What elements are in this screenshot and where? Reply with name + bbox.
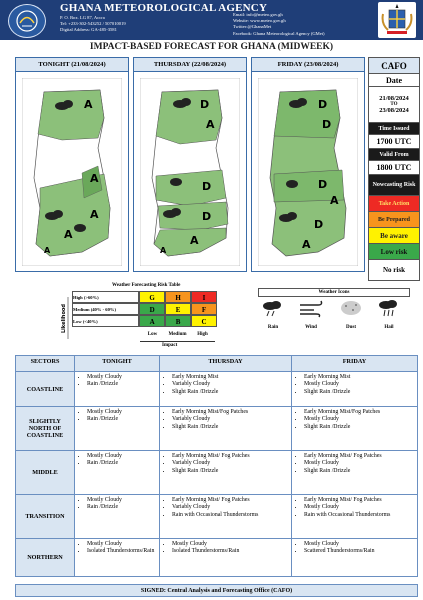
ghana-map-tonight bbox=[22, 78, 122, 266]
impact-axis bbox=[140, 341, 215, 351]
impact-columns bbox=[72, 329, 217, 341]
date-label: Date bbox=[369, 74, 419, 87]
forecast-item: • Early Morning Mist/ Fog Patches bbox=[172, 497, 288, 504]
risk-letter: D bbox=[202, 210, 212, 223]
forecast-item: • Rain /Drizzle bbox=[87, 460, 156, 467]
risk-take-action: Take Action bbox=[369, 196, 419, 212]
date-range bbox=[369, 87, 419, 123]
forecast-item: • Rain with Occasional Thunderstorms bbox=[172, 512, 288, 519]
risk-row-medium bbox=[72, 303, 217, 315]
cell-tonight bbox=[75, 451, 160, 495]
sector-name: MIDDLE bbox=[16, 451, 75, 495]
risk-letter: A bbox=[64, 228, 73, 241]
forecast-item: • Rain /Drizzle bbox=[87, 381, 156, 388]
risk-cell: C bbox=[191, 315, 217, 327]
table-header: TONIGHT bbox=[75, 356, 160, 372]
sectors-table bbox=[15, 355, 418, 577]
likelihood-label: Likelihood bbox=[61, 304, 67, 333]
icon-label: Rain bbox=[267, 325, 279, 330]
risk-low: Low risk bbox=[369, 244, 419, 260]
forecast-item: • Mostly Cloudy bbox=[87, 453, 156, 460]
icon-label: Dust bbox=[345, 325, 356, 330]
cell-tonight bbox=[75, 372, 160, 407]
risk-row-high bbox=[72, 291, 217, 303]
risk-letter: D bbox=[318, 98, 328, 111]
forecast-item: • Mostly Cloudy bbox=[87, 497, 156, 504]
risk-letter: D bbox=[318, 178, 328, 191]
risk-cell: H bbox=[165, 291, 191, 303]
risk-letter: D bbox=[314, 218, 324, 231]
forecast-item: • Rain with Occasional Thunderstorms bbox=[304, 512, 414, 519]
forecast-item: • Slight Rain /Drizzle bbox=[304, 389, 414, 396]
risk-letter: A bbox=[44, 246, 51, 255]
table-row bbox=[16, 495, 418, 539]
time-issued-label: Time Issued bbox=[369, 123, 419, 135]
icon-label: Wind bbox=[305, 325, 317, 330]
agency-contact bbox=[233, 12, 325, 37]
wind-icon bbox=[296, 298, 326, 330]
risk-be-aware: Be aware bbox=[369, 228, 419, 244]
impact-col-label: Low bbox=[147, 332, 158, 337]
forecast-item: • Mostly Cloudy bbox=[304, 541, 414, 548]
table-header-row bbox=[16, 356, 418, 372]
forecast-item: • Variably Cloudy bbox=[172, 416, 288, 423]
forecast-item: • Early Morning Mist bbox=[304, 374, 414, 381]
risk-letter: A bbox=[190, 234, 199, 247]
hail-icon bbox=[374, 298, 404, 330]
panel-label: THURSDAY (22/08/2024) bbox=[134, 58, 246, 72]
table-header: SECTORS bbox=[16, 356, 75, 372]
risk-letter: D bbox=[200, 98, 210, 111]
sector-name: NORTHERN bbox=[16, 539, 75, 577]
sector-name: SLIGHTLY NORTH OF COASTLINE bbox=[16, 407, 75, 451]
cell-thursday bbox=[160, 451, 292, 495]
forecast-item: • Mostly Cloudy bbox=[87, 409, 156, 416]
likelihood-axis bbox=[60, 295, 70, 341]
cell-friday bbox=[292, 372, 418, 407]
risk-letter: A bbox=[90, 172, 99, 185]
ghana-map-thursday bbox=[140, 78, 240, 266]
forecast-item: • Mostly Cloudy bbox=[172, 541, 288, 548]
risk-be-prepared: Be Prepared bbox=[369, 212, 419, 228]
forecast-item: • Mostly Cloudy bbox=[87, 541, 156, 548]
impact-col-label: High bbox=[197, 332, 208, 337]
forecast-item: • Mostly Cloudy bbox=[304, 504, 414, 511]
forecast-item: • Rain /Drizzle bbox=[87, 504, 156, 511]
row-label: Medium (40% - 60%) bbox=[72, 303, 139, 315]
gmet-logo bbox=[8, 4, 46, 38]
address-line: Tel: +233-302-543252 / 507010019 bbox=[60, 21, 126, 26]
agency-address bbox=[60, 15, 126, 33]
time-issued: 1700 UTC bbox=[369, 135, 419, 149]
risk-table-title: Weather Forecasting Risk Table bbox=[112, 283, 181, 288]
table-header: THURSDAY bbox=[160, 356, 292, 372]
impact-col-label: Medium bbox=[168, 332, 187, 337]
row-label: Low (<40%) bbox=[72, 315, 139, 327]
weather-icons-title: Weather Icons bbox=[258, 288, 410, 297]
cell-thursday bbox=[160, 539, 292, 577]
ghana-map-friday bbox=[258, 78, 358, 266]
risk-letter: A bbox=[206, 118, 215, 131]
forecast-item: • Scattered Thunderstorms/Rain bbox=[304, 548, 414, 555]
page-title: IMPACT-BASED FORECAST FOR GHANA (MIDWEEK) bbox=[89, 42, 334, 52]
risk-letter: A bbox=[330, 194, 339, 207]
date-to-word: TO bbox=[390, 102, 398, 107]
risk-legend-sidebar bbox=[368, 57, 420, 281]
forecast-item: • Isolated Thunderstorms/Rain bbox=[172, 548, 288, 555]
risk-letter: A bbox=[302, 238, 311, 251]
contact-line: Email: info@meteo.gov.gh bbox=[233, 12, 283, 17]
panel-friday bbox=[251, 57, 365, 272]
table-row bbox=[16, 451, 418, 495]
risk-row-low bbox=[72, 315, 217, 327]
contact-line: Twitter:@GhanaMet bbox=[233, 24, 272, 30]
impact-label: Impact bbox=[162, 343, 178, 348]
sector-name: TRANSITION bbox=[16, 495, 75, 539]
forecast-item: • Early Morning Mist/ Fog Patches bbox=[304, 497, 414, 504]
risk-grid bbox=[72, 291, 217, 351]
risk-letter: A bbox=[90, 208, 99, 221]
cell-tonight bbox=[75, 407, 160, 451]
nowcasting-label: Nowcasting Risk bbox=[369, 175, 419, 196]
forecast-item: • Variably Cloudy bbox=[172, 381, 288, 388]
risk-none: No risk bbox=[369, 260, 419, 280]
forecast-item: • Mostly Cloudy bbox=[304, 460, 414, 467]
coat-of-arms-icon bbox=[378, 2, 416, 38]
address-line: P. O. Box. LG 87, Accra bbox=[60, 15, 105, 20]
table-row bbox=[16, 539, 418, 577]
forecast-item: • Mostly Cloudy bbox=[87, 374, 156, 381]
table-row bbox=[16, 372, 418, 407]
risk-cell: D bbox=[139, 303, 165, 315]
cell-tonight bbox=[75, 495, 160, 539]
forecast-item: • Early Morning Mist/Fog Patches bbox=[172, 409, 288, 416]
signature-footer: SIGNED: Central Analysis and Forecasting Office (CAFO) bbox=[15, 584, 418, 597]
weather-icons-legend bbox=[258, 288, 408, 334]
date-to: 23/08/2024 bbox=[379, 107, 409, 114]
panel-label: FRIDAY (23/08/2024) bbox=[252, 58, 364, 72]
cell-friday bbox=[292, 495, 418, 539]
address-line: Digital Address: GA-485-3581 bbox=[60, 27, 117, 32]
risk-cell: I bbox=[191, 291, 217, 303]
forecast-item: • Variably Cloudy bbox=[172, 504, 288, 511]
risk-cell: G bbox=[139, 291, 165, 303]
agency-name: GHANA METEOROLOGICAL AGENCY bbox=[60, 2, 268, 14]
header-banner bbox=[0, 0, 423, 40]
risk-letter: A bbox=[84, 98, 93, 111]
risk-cell: F bbox=[191, 303, 217, 315]
dust-icon bbox=[336, 298, 366, 330]
forecast-item: • Rain /Drizzle bbox=[87, 416, 156, 423]
forecast-item: • Early Morning Mist bbox=[172, 374, 288, 381]
forecast-item: • Isolated Thunderstorms/Rain bbox=[87, 548, 156, 555]
forecast-item: • Early Morning Mist/Fog Patches bbox=[304, 409, 414, 416]
cell-thursday bbox=[160, 372, 292, 407]
table-header: FRIDAY bbox=[292, 356, 418, 372]
contact-line: Website: www.meteo.gov.gh bbox=[233, 18, 286, 24]
risk-cell: A bbox=[139, 315, 165, 327]
risk-cell: B bbox=[165, 315, 191, 327]
forecast-item: • Early Morning Mist/ Fog Patches bbox=[304, 453, 414, 460]
forecast-item: • Slight Rain /Drizzle bbox=[172, 389, 288, 396]
forecast-item: • Slight Rain /Drizzle bbox=[304, 468, 414, 475]
cell-friday bbox=[292, 407, 418, 451]
forecast-item: • Slight Rain /Drizzle bbox=[304, 424, 414, 431]
forecast-item: • Early Morning Mist/ Fog Patches bbox=[172, 453, 288, 460]
risk-letter: A bbox=[160, 246, 167, 255]
panel-tonight bbox=[15, 57, 129, 272]
contact-line: Facebook: Ghana Meteorological Agency (GMet) bbox=[233, 30, 325, 36]
row-label: High (>60%) bbox=[72, 291, 139, 303]
forecast-item: • Slight Rain /Drizzle bbox=[172, 468, 288, 475]
date-from: 21/08/2024 bbox=[379, 95, 409, 102]
table-row bbox=[16, 407, 418, 451]
sector-name: COASTLINE bbox=[16, 372, 75, 407]
rain-icon bbox=[258, 298, 288, 330]
icon-label: Hail bbox=[384, 325, 394, 330]
risk-cell: E bbox=[165, 303, 191, 315]
panel-label: TONIGHT (21/08/2024) bbox=[16, 58, 128, 72]
risk-letter: D bbox=[322, 118, 332, 131]
forecast-item: • Mostly Cloudy bbox=[304, 416, 414, 423]
cell-friday bbox=[292, 451, 418, 495]
cell-friday bbox=[292, 539, 418, 577]
cell-thursday bbox=[160, 407, 292, 451]
panel-thursday bbox=[133, 57, 247, 272]
valid-from: 1800 UTC bbox=[369, 161, 419, 175]
risk-letter: D bbox=[202, 180, 212, 193]
cell-thursday bbox=[160, 495, 292, 539]
cell-tonight bbox=[75, 539, 160, 577]
org-label: CAFO bbox=[369, 58, 419, 74]
forecast-item: • Variably Cloudy bbox=[172, 460, 288, 467]
valid-from-label: Valid From bbox=[369, 149, 419, 161]
forecast-item: • Mostly Cloudy bbox=[304, 381, 414, 388]
forecast-item: • Slight Rain /Drizzle bbox=[172, 424, 288, 431]
